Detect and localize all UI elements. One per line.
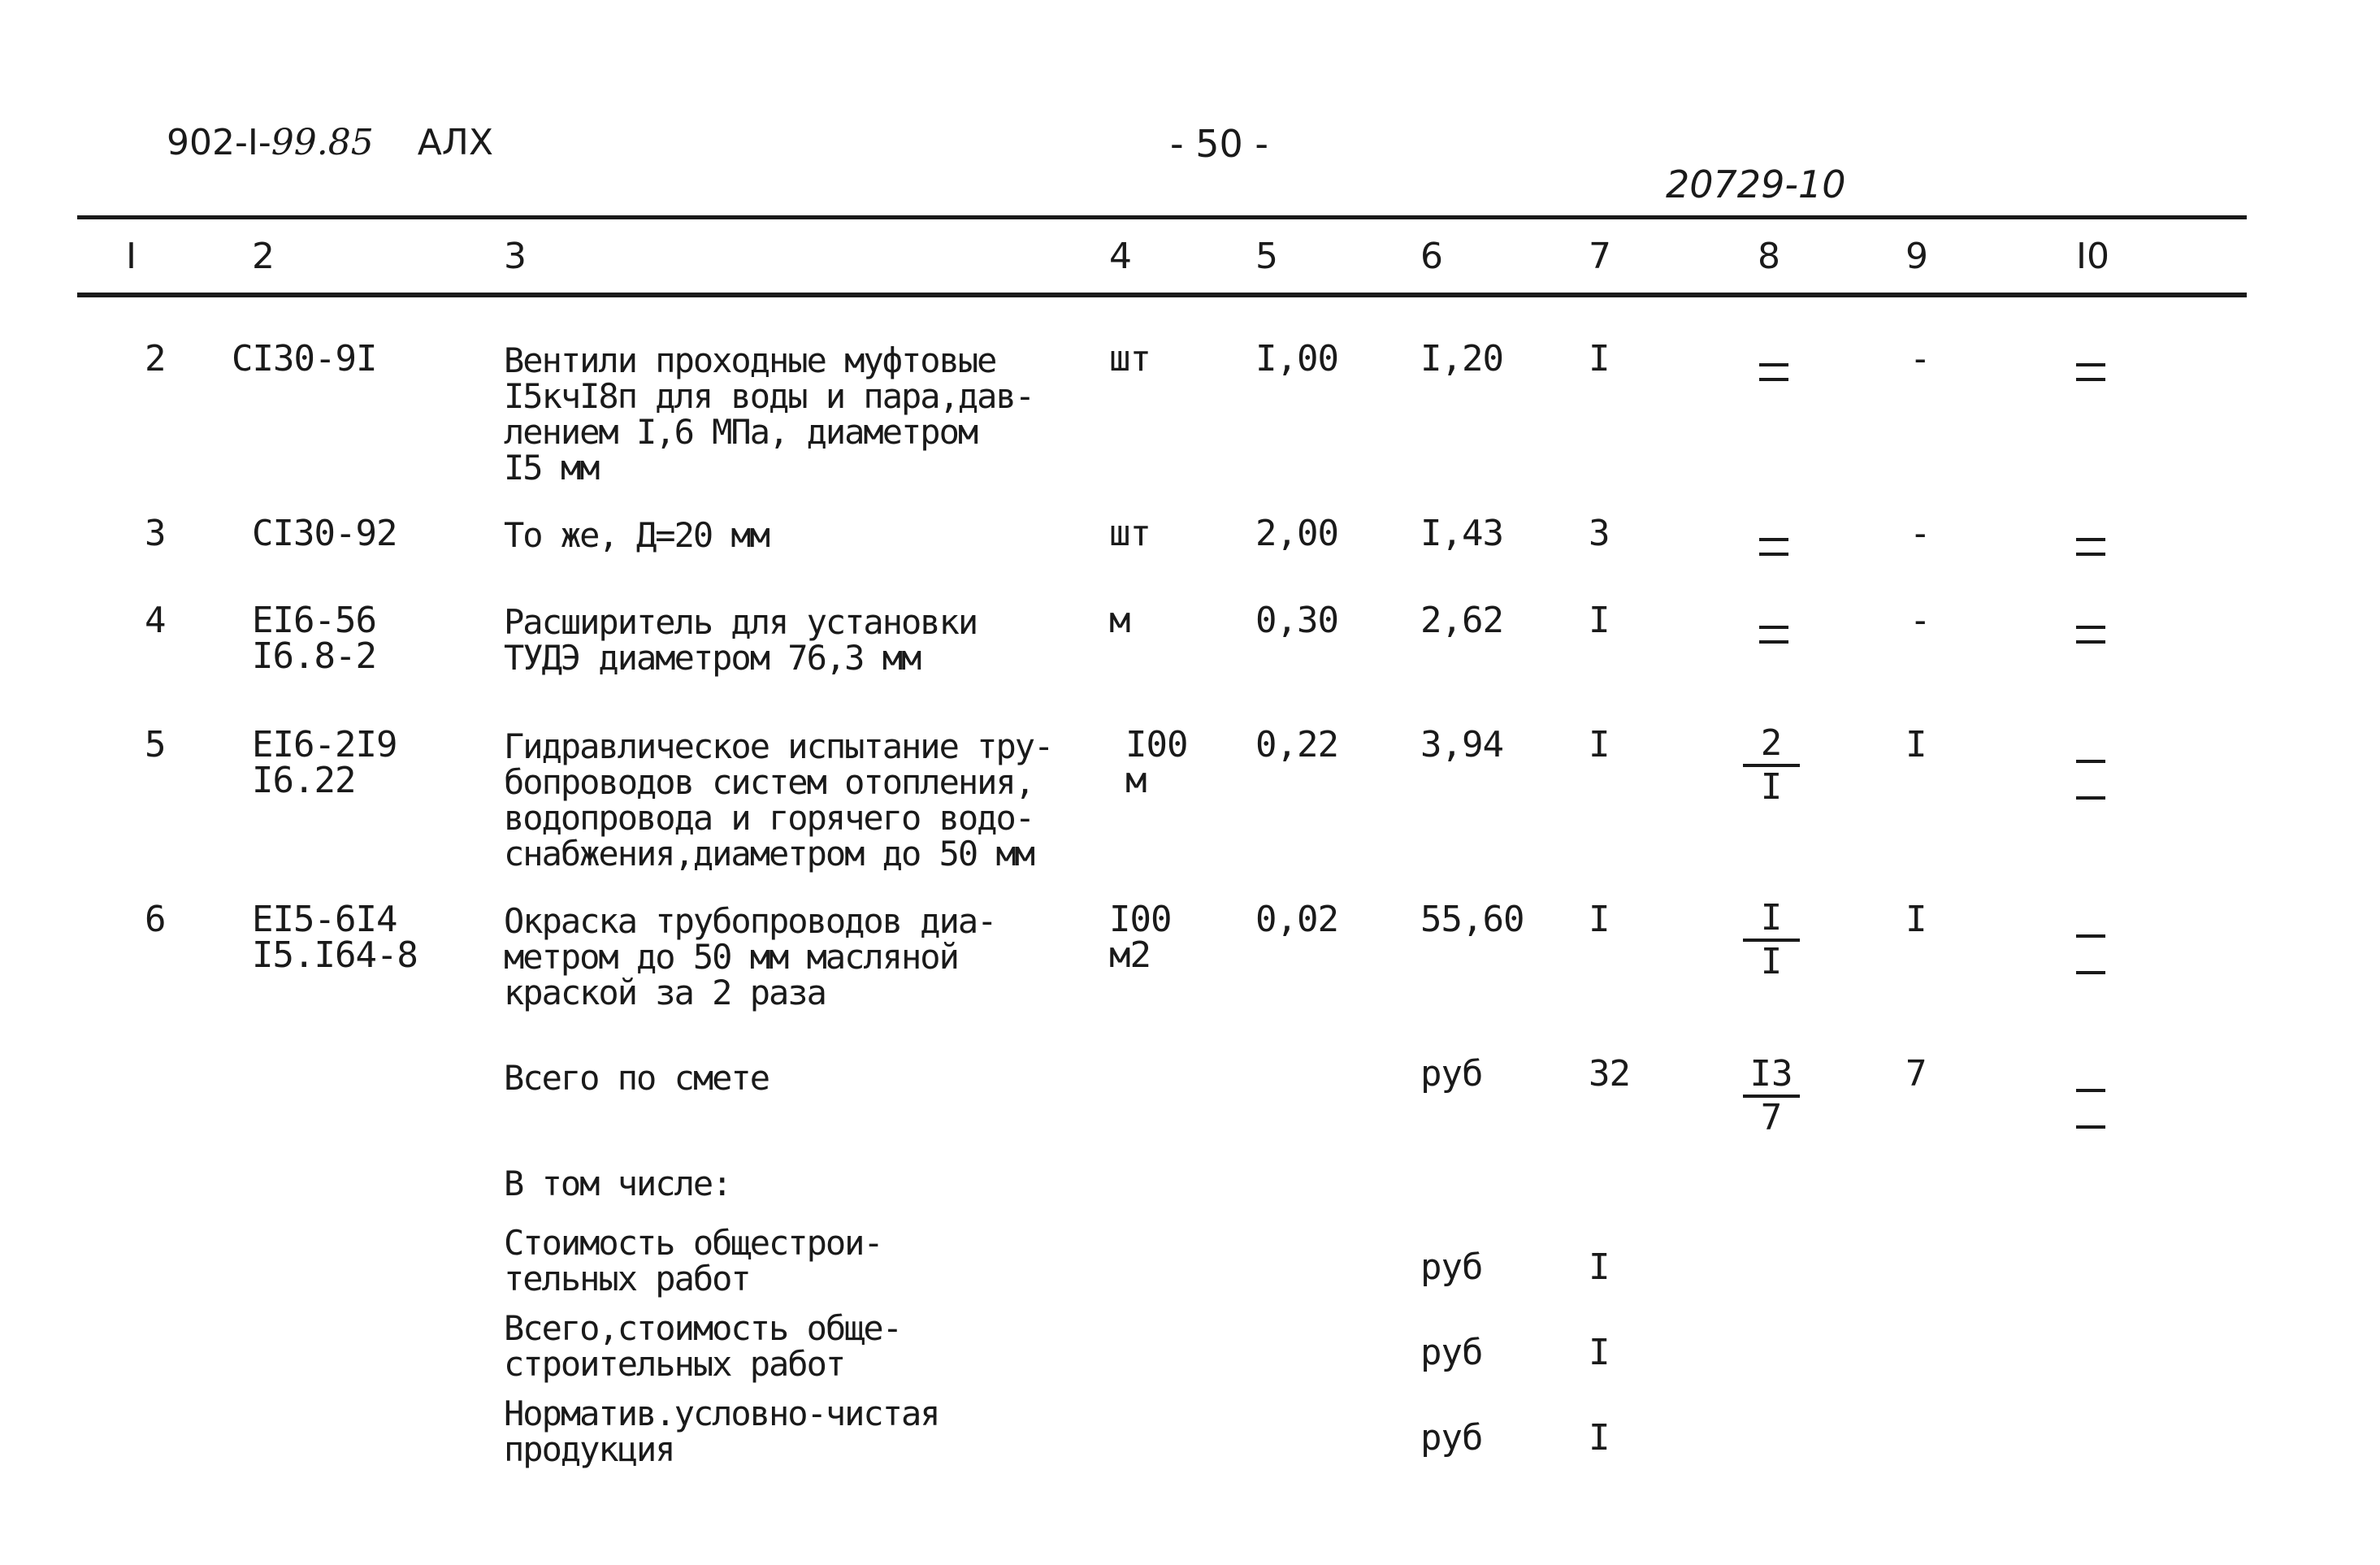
column-header-2: 2 <box>252 236 275 277</box>
dash-mark <box>2076 796 2105 800</box>
unit: I00 м <box>1125 724 1188 801</box>
total-cost: I <box>1589 724 1610 765</box>
document-code-handwritten: 99.85 <box>271 122 374 163</box>
dash-mark <box>1759 640 1788 644</box>
unit: шт <box>1109 338 1151 379</box>
summary-line-label: Норматив.условно-чистая продукция <box>504 1394 939 1469</box>
document-mark: АЛХ <box>417 122 494 163</box>
total-column-9-value: 7 <box>1905 1053 1927 1095</box>
column-9-value: - <box>1910 338 1931 379</box>
unit-price: 2,62 <box>1420 600 1503 641</box>
total-cost: I <box>1589 338 1610 379</box>
column-header-4: 4 <box>1109 236 1132 277</box>
unit: шт <box>1109 513 1151 554</box>
total-cost: I <box>1589 600 1610 641</box>
column-header-8: 8 <box>1758 236 1780 277</box>
unit-price: I,43 <box>1420 513 1503 554</box>
column-8-fraction <box>1743 723 1800 808</box>
fraction-denominator: 7 <box>1760 1097 1783 1138</box>
work-description: Гидравлическое испытание тру- бопроводов систем отопления, водопровода и горячего водо- снабжения,диаметром до 50 мм <box>504 726 1053 874</box>
dash-mark <box>2076 640 2105 644</box>
fraction-denominator: I <box>1760 941 1783 982</box>
column-header-9: 9 <box>1905 236 1928 277</box>
total-cost: 3 <box>1589 513 1610 554</box>
including-label: В том числе: <box>504 1164 731 1203</box>
column-9-value: - <box>1910 513 1931 554</box>
unit: м <box>1109 600 1130 641</box>
column-9-value: I <box>1905 724 1927 765</box>
total-column-8-fraction <box>1743 1054 1800 1138</box>
column-header-10: I0 <box>2076 236 2109 277</box>
dash-mark <box>1759 363 1788 366</box>
unit-price: 3,94 <box>1420 724 1503 765</box>
quantity: 2,00 <box>1255 513 1338 554</box>
dash-mark <box>2076 1125 2105 1129</box>
unit-price: 55,60 <box>1420 899 1524 940</box>
price-code: EI5-6I4 I5.I64-8 <box>252 899 418 976</box>
column-header-5: 5 <box>1255 236 1278 277</box>
price-code: EI6-56 I6.8-2 <box>252 600 376 677</box>
dash-mark <box>1759 553 1788 556</box>
work-description: То же, Д=20 мм <box>504 515 769 555</box>
row-number: 2 <box>145 338 166 379</box>
summary-line-value: I <box>1589 1246 1610 1288</box>
dash-mark <box>2076 1089 2105 1092</box>
row-number: 3 <box>145 513 166 554</box>
dash-mark <box>1759 378 1788 381</box>
work-description: Окраска трубопроводов диа- метром до 50 мм масляной краской за 2 раза <box>504 901 996 1012</box>
dash-mark <box>2076 363 2105 366</box>
summary-line-unit: руб <box>1420 1246 1483 1288</box>
summary-line-unit: руб <box>1420 1417 1483 1459</box>
dash-mark <box>2076 553 2105 556</box>
row-number: 6 <box>145 899 166 940</box>
column-9-value: I <box>1905 899 1927 940</box>
summary-line-label: Всего,стоимость обще- строительных работ <box>504 1308 902 1384</box>
price-code: EI6-2I9 I6.22 <box>252 724 397 801</box>
sheet-number: 20729-10 <box>1666 163 1846 206</box>
dash-mark <box>2076 538 2105 541</box>
summary-line-label: Стоимость общестрои- тельных работ <box>504 1223 882 1298</box>
unit-price: I,20 <box>1420 338 1503 379</box>
total-unit: руб <box>1420 1053 1483 1095</box>
price-code: CI30-9I <box>232 338 377 379</box>
dash-mark <box>2076 760 2105 763</box>
dash-mark <box>1759 626 1788 629</box>
header-bottom-rule <box>77 293 2247 297</box>
dash-mark <box>2076 971 2105 974</box>
price-code: CI30-92 <box>252 513 397 554</box>
dash-mark <box>1759 538 1788 541</box>
column-header-1: I <box>126 236 137 277</box>
document-code-printed: 902-I- <box>167 122 271 163</box>
quantity: 0,22 <box>1255 724 1338 765</box>
dash-mark <box>2076 626 2105 629</box>
column-9-value: - <box>1910 600 1931 641</box>
fraction-numerator: I <box>1743 898 1800 942</box>
fraction-numerator: I3 <box>1743 1054 1800 1098</box>
document-code <box>167 122 493 163</box>
row-number: 5 <box>145 724 166 765</box>
total-label: Всего по смете <box>504 1058 769 1098</box>
work-description: Вентили проходные муфтовые I5кчI8п для воды и пара,дав- лением I,6 МПа, диаметром I5 мм <box>504 340 1034 488</box>
summary-line-unit: руб <box>1420 1332 1483 1373</box>
column-header-7: 7 <box>1589 236 1611 277</box>
dash-mark <box>2076 378 2105 381</box>
column-header-3: 3 <box>504 236 527 277</box>
column-8-fraction <box>1743 898 1800 982</box>
fraction-denominator: I <box>1760 766 1783 808</box>
quantity: 0,30 <box>1255 600 1338 641</box>
dash-mark <box>2076 934 2105 938</box>
quantity: 0,02 <box>1255 899 1338 940</box>
total-cost: I <box>1589 899 1610 940</box>
summary-line-value: I <box>1589 1332 1610 1373</box>
quantity: I,00 <box>1255 338 1338 379</box>
unit: I00 м2 <box>1109 899 1172 976</box>
summary-line-value: I <box>1589 1417 1610 1459</box>
row-number: 4 <box>145 600 166 641</box>
header-top-rule <box>77 215 2247 219</box>
page-number: - 50 - <box>1170 122 1268 166</box>
total-value: 32 <box>1589 1053 1630 1095</box>
column-header-6: 6 <box>1420 236 1443 277</box>
work-description: Расширитель для установки ТУДЭ диаметром 76,3 мм <box>504 602 978 678</box>
fraction-numerator: 2 <box>1743 723 1800 767</box>
